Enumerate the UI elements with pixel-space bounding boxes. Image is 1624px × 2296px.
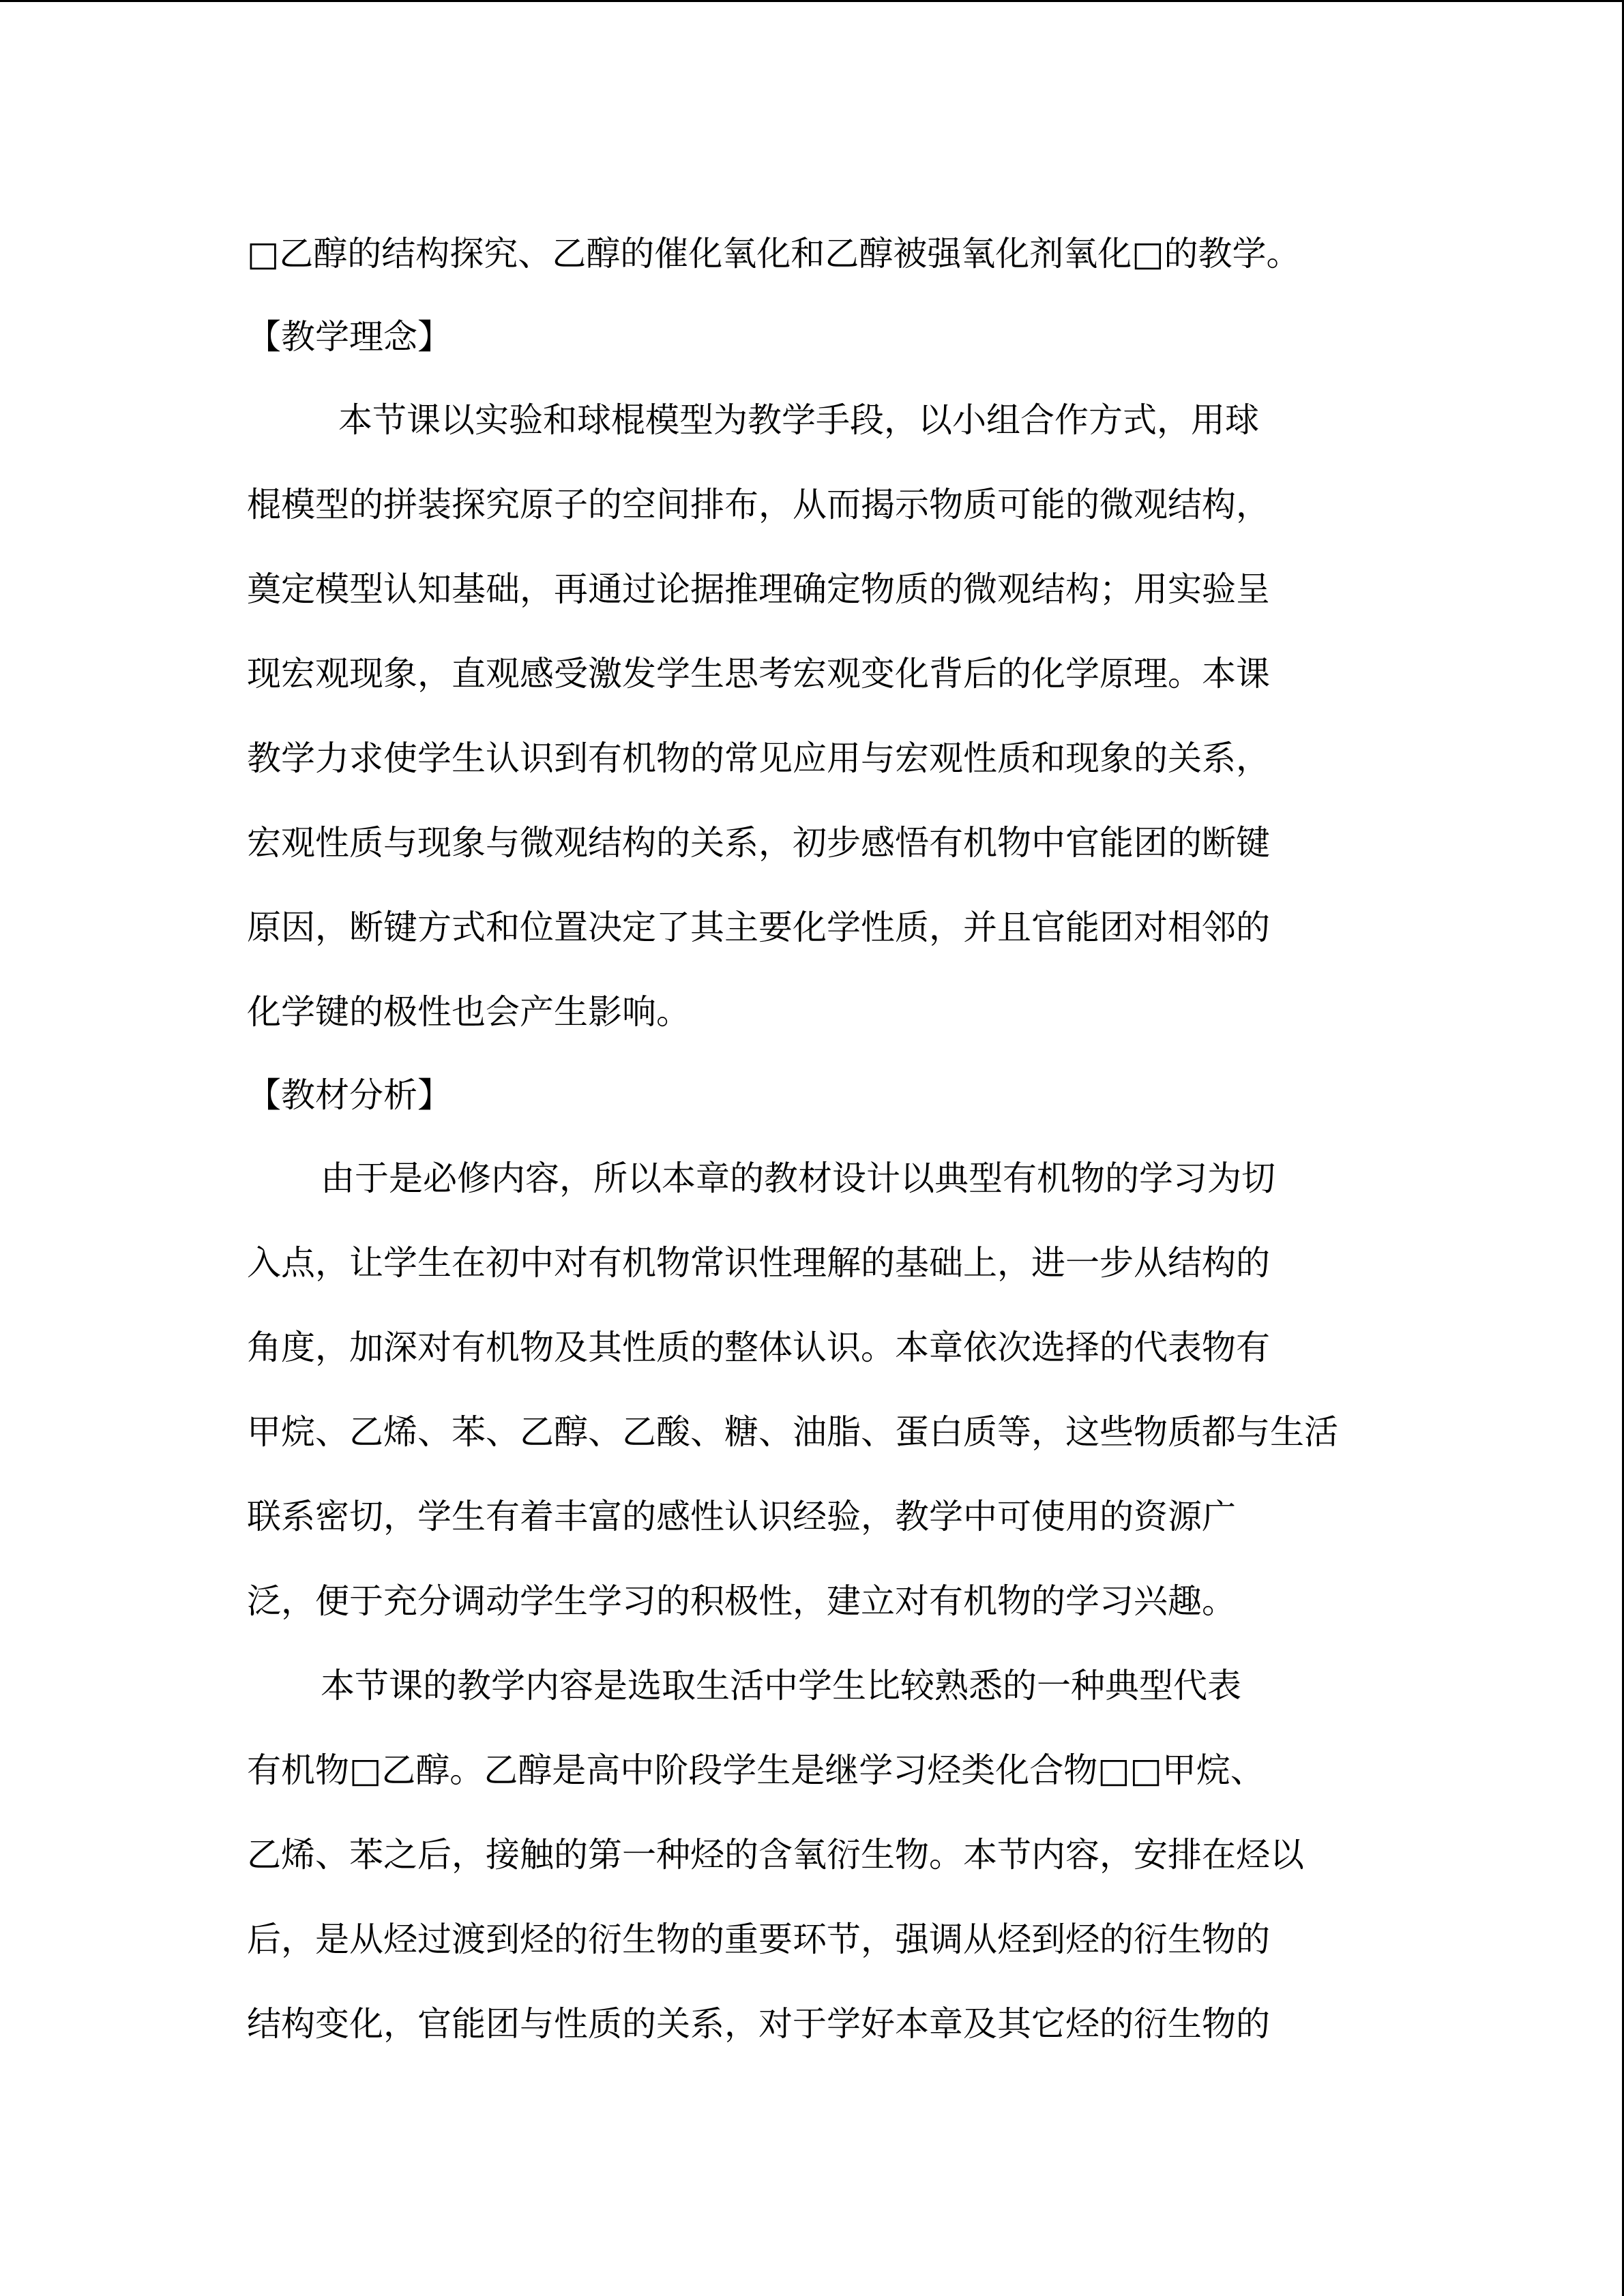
text-line: 甲烷、乙烯、苯、乙醇、乙酸、糖、油脂、蛋白质等，这些物质都与生活 bbox=[247, 1412, 1338, 1452]
text-line: 结构变化，官能团与性质的关系，对于学好本章及其它烃的衍生物的 bbox=[247, 2004, 1270, 2044]
text-line: 棍模型的拼装探究原子的空间排布，从而揭示物质可能的微观结构， bbox=[247, 485, 1270, 524]
text-line: 本节课以实验和球棍模型为教学手段，以小组合作方式，用球 bbox=[338, 400, 1259, 440]
section-heading-materials: 【教材分析】 bbox=[247, 1075, 452, 1115]
text-line: 奠定模型认知基础，再通过论据推理确定物质的微观结构；用实验呈 bbox=[247, 569, 1270, 609]
text-line: 由于是必修内容，所以本章的教材设计以典型有机物的学习为切 bbox=[321, 1159, 1275, 1198]
intro-line: □乙醇的结构探究、乙醇的催化氧化和乙醇被强氧化剂氧化□的教学。 bbox=[247, 234, 1301, 273]
page-border-top bbox=[0, 0, 1624, 2]
paragraph-philosophy bbox=[247, 378, 1379, 1054]
section-heading-philosophy: 【教学理念】 bbox=[247, 317, 452, 357]
text-line: 泛，便于充分调动学生学习的积极性，建立对有机物的学习兴趣。 bbox=[247, 1581, 1236, 1621]
text-line: 现宏观现象，直观感受激发学生思考宏观变化背后的化学原理。本课 bbox=[247, 654, 1270, 694]
text-line: 有机物□乙醇。乙醇是高中阶段学生是继学习烃类化合物□□甲烷、 bbox=[247, 1750, 1265, 1790]
text-line: 教学力求使学生认识到有机物的常见应用与宏观性质和现象的关系， bbox=[247, 739, 1270, 778]
text-line: 化学键的极性也会产生影响。 bbox=[247, 992, 690, 1032]
text-line: 原因，断键方式和位置决定了其主要化学性质，并且官能团对相邻的 bbox=[247, 908, 1270, 947]
text-line: 本节课的教学内容是选取生活中学生比较熟悉的一种典型代表 bbox=[321, 1666, 1241, 1705]
text-line: 联系密切，学生有着丰富的感性认识经验，教学中可使用的资源广 bbox=[247, 1497, 1236, 1536]
paragraph-materials-2 bbox=[247, 1643, 1379, 2066]
text-line: 宏观性质与现象与微观结构的关系，初步感悟有机物中官能团的断键 bbox=[247, 823, 1270, 863]
text-line: 乙烯、苯之后，接触的第一种烃的含氧衍生物。本节内容，安排在烃以 bbox=[247, 1835, 1304, 1875]
text-line: 后，是从烃过渡到烃的衍生物的重要环节，强调从烃到烃的衍生物的 bbox=[247, 1920, 1270, 1959]
text-line: 角度，加深对有机物及其性质的整体认识。本章依次选择的代表物有 bbox=[247, 1328, 1270, 1367]
paragraph-materials-1 bbox=[247, 1136, 1379, 1643]
text-line: 入点，让学生在初中对有机物常识性理解的基础上，进一步从结构的 bbox=[247, 1243, 1270, 1283]
document-body bbox=[247, 211, 1379, 2066]
